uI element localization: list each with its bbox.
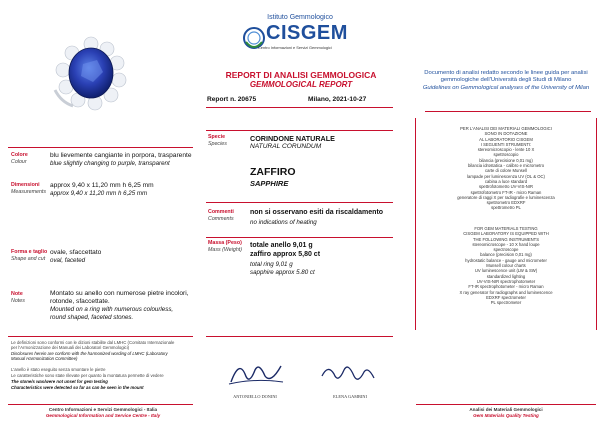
left-divider-top [8,147,193,148]
bottom-left-line2: Gemmological Information and Service Centre - Italy [45,413,161,418]
signature-left-name: ANTONIELLO DONINI [233,394,277,399]
report-place-date: Milano, 2021-10-27 [308,96,367,103]
instrument-it-2: AL LABORATORIO CISGEM [479,136,533,142]
instrument-it-0: PER L'ANALISI DEI MATERIALI GEMMOLOGICI [460,126,552,131]
instrument-it-13: generatore di raggi X per radiografie e luminescenza [457,194,555,200]
shape-value: ovale, sfaccettato [50,249,102,256]
instrument-it-14: spettrometro EDXRF [486,200,526,206]
comments-label: Commenti [208,209,234,215]
instrument-en-1: CISGEM LABORATORY IS EQUIPPED WITH [463,231,549,237]
mass-value-en-2: sapphire approx 5.80 ct [250,269,315,276]
report-title-en: GEMMOLOGICAL REPORT [249,80,353,89]
shape-label: Forma e taglio [11,249,48,255]
instrument-it-3: I SEGUENTI STRUMENTI: [480,141,532,147]
center-divider-specie [206,130,393,131]
species-value: CORINDONE NATURALE [250,134,335,143]
instruments-list-en [420,226,592,305]
notes-label: Note [11,291,23,297]
measurements-label: Dimensioni [11,182,40,188]
brand-wordmark: CISGEM [266,22,348,44]
instrument-it-15: spettrometro PL [491,205,521,211]
instrument-en-7: Munsell colour charts [486,263,526,269]
bottom-right-line1: Analisi dei Materiali Gemmologici [469,407,543,412]
colour-value-en: blue slightly changing to purple, transparent [50,160,170,167]
report-title: REPORT DI ANALISI GEMMOLOGICA [225,70,377,80]
bottom-right-line2: Gem Materials Quality Testing [473,413,539,418]
title-divider [206,107,393,108]
measurements-value-en: approx 9,40 x 11,20 mm h 6,25 mm [50,190,148,197]
right-column-border-left [415,118,416,330]
instrument-it-6: bilancia (precisione 0,01 mg) [479,157,533,163]
variety-value: ZAFFIRO [250,166,296,178]
left-divider-bottom [8,336,193,337]
instrument-en-10: UV-VIS-NIR spectrophotometer [476,278,536,284]
instrument-en-4: spectroscope [493,247,519,253]
colour-value: blu lievemente cangiante in porpora, trasparente [50,152,192,159]
notes-value-en: Mounted on a ring with numerous colourless, round shaped, faceted stones. [50,306,174,321]
comments-value-en: no indications of heating [250,219,317,226]
instrument-en-0: FOR GEM MATERIALS TESTING [474,226,538,231]
instrument-en-12: X ray generator for radiographs and luminescence [459,289,553,295]
variety-value-en: SAPPHIRE [250,179,289,188]
sapphire-ring-image [53,36,129,112]
instrument-it-9: lampade per luminescenza UV (OL & OC) [467,173,545,179]
guidelines-it: Documento di analisi redatto secondo le linee guida per analisi gemmologiche dell'Università degli Studi di Milano [424,70,588,84]
measurements-label-en: Measurements [11,189,47,195]
instrument-it-4: stereomicroscopio - lente 10 X [477,147,535,153]
comments-value: non si osservano esiti da riscaldamento [250,209,384,216]
instrument-it-1: SONO IN DOTAZIONE [484,131,528,137]
mass-value-en-1: total ring 9,01 g [250,261,293,268]
instrument-en-13: EDXRF spectrometer [486,294,526,300]
instrument-it-8: carte di colore Munsell [485,168,527,174]
guidelines-en: Guidelines on Gemmological analyses of the University of Milan [422,85,590,91]
instrument-en-14: PL spectrometer [490,300,522,306]
signature-right [318,358,378,390]
comments-label-en: Comments [208,216,234,222]
instrument-en-3: stereomicroscope - 10 X hand loupe [472,241,540,247]
bottom-divider-left [8,404,193,405]
colour-label-en: Colour [11,159,27,165]
footer-note-3: L'anello è stato eseguito senza smontare le pietre [11,367,106,372]
mass-value-1: totale anello 9,01 g [250,242,313,249]
signature-right-mark [318,358,378,390]
species-label: Specie [208,134,226,140]
shape-value-en: oval, faceted [50,257,86,264]
signature-left-mark [225,356,285,390]
species-label-en: Species [208,141,227,147]
footer-note-4: Le caratteristiche sono state rilevate per quanto la montatura permette di vedere [11,373,164,378]
bottom-left-line1: Centro Informazioni e Servizi Gemmologici - Italia [48,407,158,412]
guidelines-divider [425,111,591,112]
center-divider-mass [206,237,393,238]
right-column-border-right [596,118,597,330]
instrument-it-12: spettrofotometro FT-IR - micro Raman [470,189,542,195]
instrument-it-7: bilancia idrostatica - calibro e micrometro [467,163,545,169]
mass-label-en: Mass (Weight) [208,247,243,253]
footer-note-2: Disclosures herein are conform with the harmonized wording of LMHC (Laboratory Manual Harmonization Committee) [11,351,168,362]
shape-label-en: Shape and cut [11,256,46,262]
instrument-it-10: cabina a luce standard [484,178,528,184]
brand-subtitle: Centro Informazioni e Servizi Gemmologici [258,45,332,50]
instrument-en-8: UV luminescence unit (LW & SW) [474,268,538,274]
signature-right-name: ELENA GAMBINI [333,394,367,399]
instrument-en-9: standardized lighting [486,273,526,279]
measurements-value: approx 9,40 x 11,20 mm h 6,25 mm [50,182,154,189]
footer-note-1: Le definizioni sono conformi con le dizioni stabilite dal LMHC (Comitato Internazionale per l'Armonizzazione dei Manuali dei Laboratori Gemmologici) [11,340,175,351]
bottom-divider-right [416,404,596,405]
species-value-en: NATURAL CORUNDUM [250,143,322,150]
instrument-en-11: FT-IR spectrophotometer - micro Raman [468,284,544,290]
colour-label: Colore [11,152,28,158]
instrument-en-2: THE FOLLOWING INSTRUMENTS [472,236,540,242]
instrument-en-6: hydrostatic balance - gauge and micrometer [465,257,547,263]
center-divider-bottom [206,336,393,337]
signature-left [225,356,285,390]
institute-name: Istituto Gemmologico [267,14,333,21]
footer-note-5: The stone/s was/were not unset for gem testing [11,379,108,384]
footer-note-6: Characteristics were detected so far as can be seen in the mount [11,385,144,390]
mass-value-2: zaffiro approx 5,80 ct [250,251,321,258]
instrument-it-11: spettrofotometro UV-VIS-NIR [479,184,533,190]
instrument-en-5: balance (precision 0,01 mg) [480,252,532,258]
center-divider-comments [206,202,393,203]
instrument-it-5: spettroscopio [493,152,519,158]
notes-value: Montato su anello con numerose pietre incolori, rotonde, sfaccettate. [50,290,189,305]
mass-label: Massa (Peso) [208,240,242,246]
notes-label-en: Notes [11,298,25,304]
ring-photo [53,36,129,112]
instruments-list-it [420,126,592,211]
report-number: Report n. 20675 [207,96,257,103]
